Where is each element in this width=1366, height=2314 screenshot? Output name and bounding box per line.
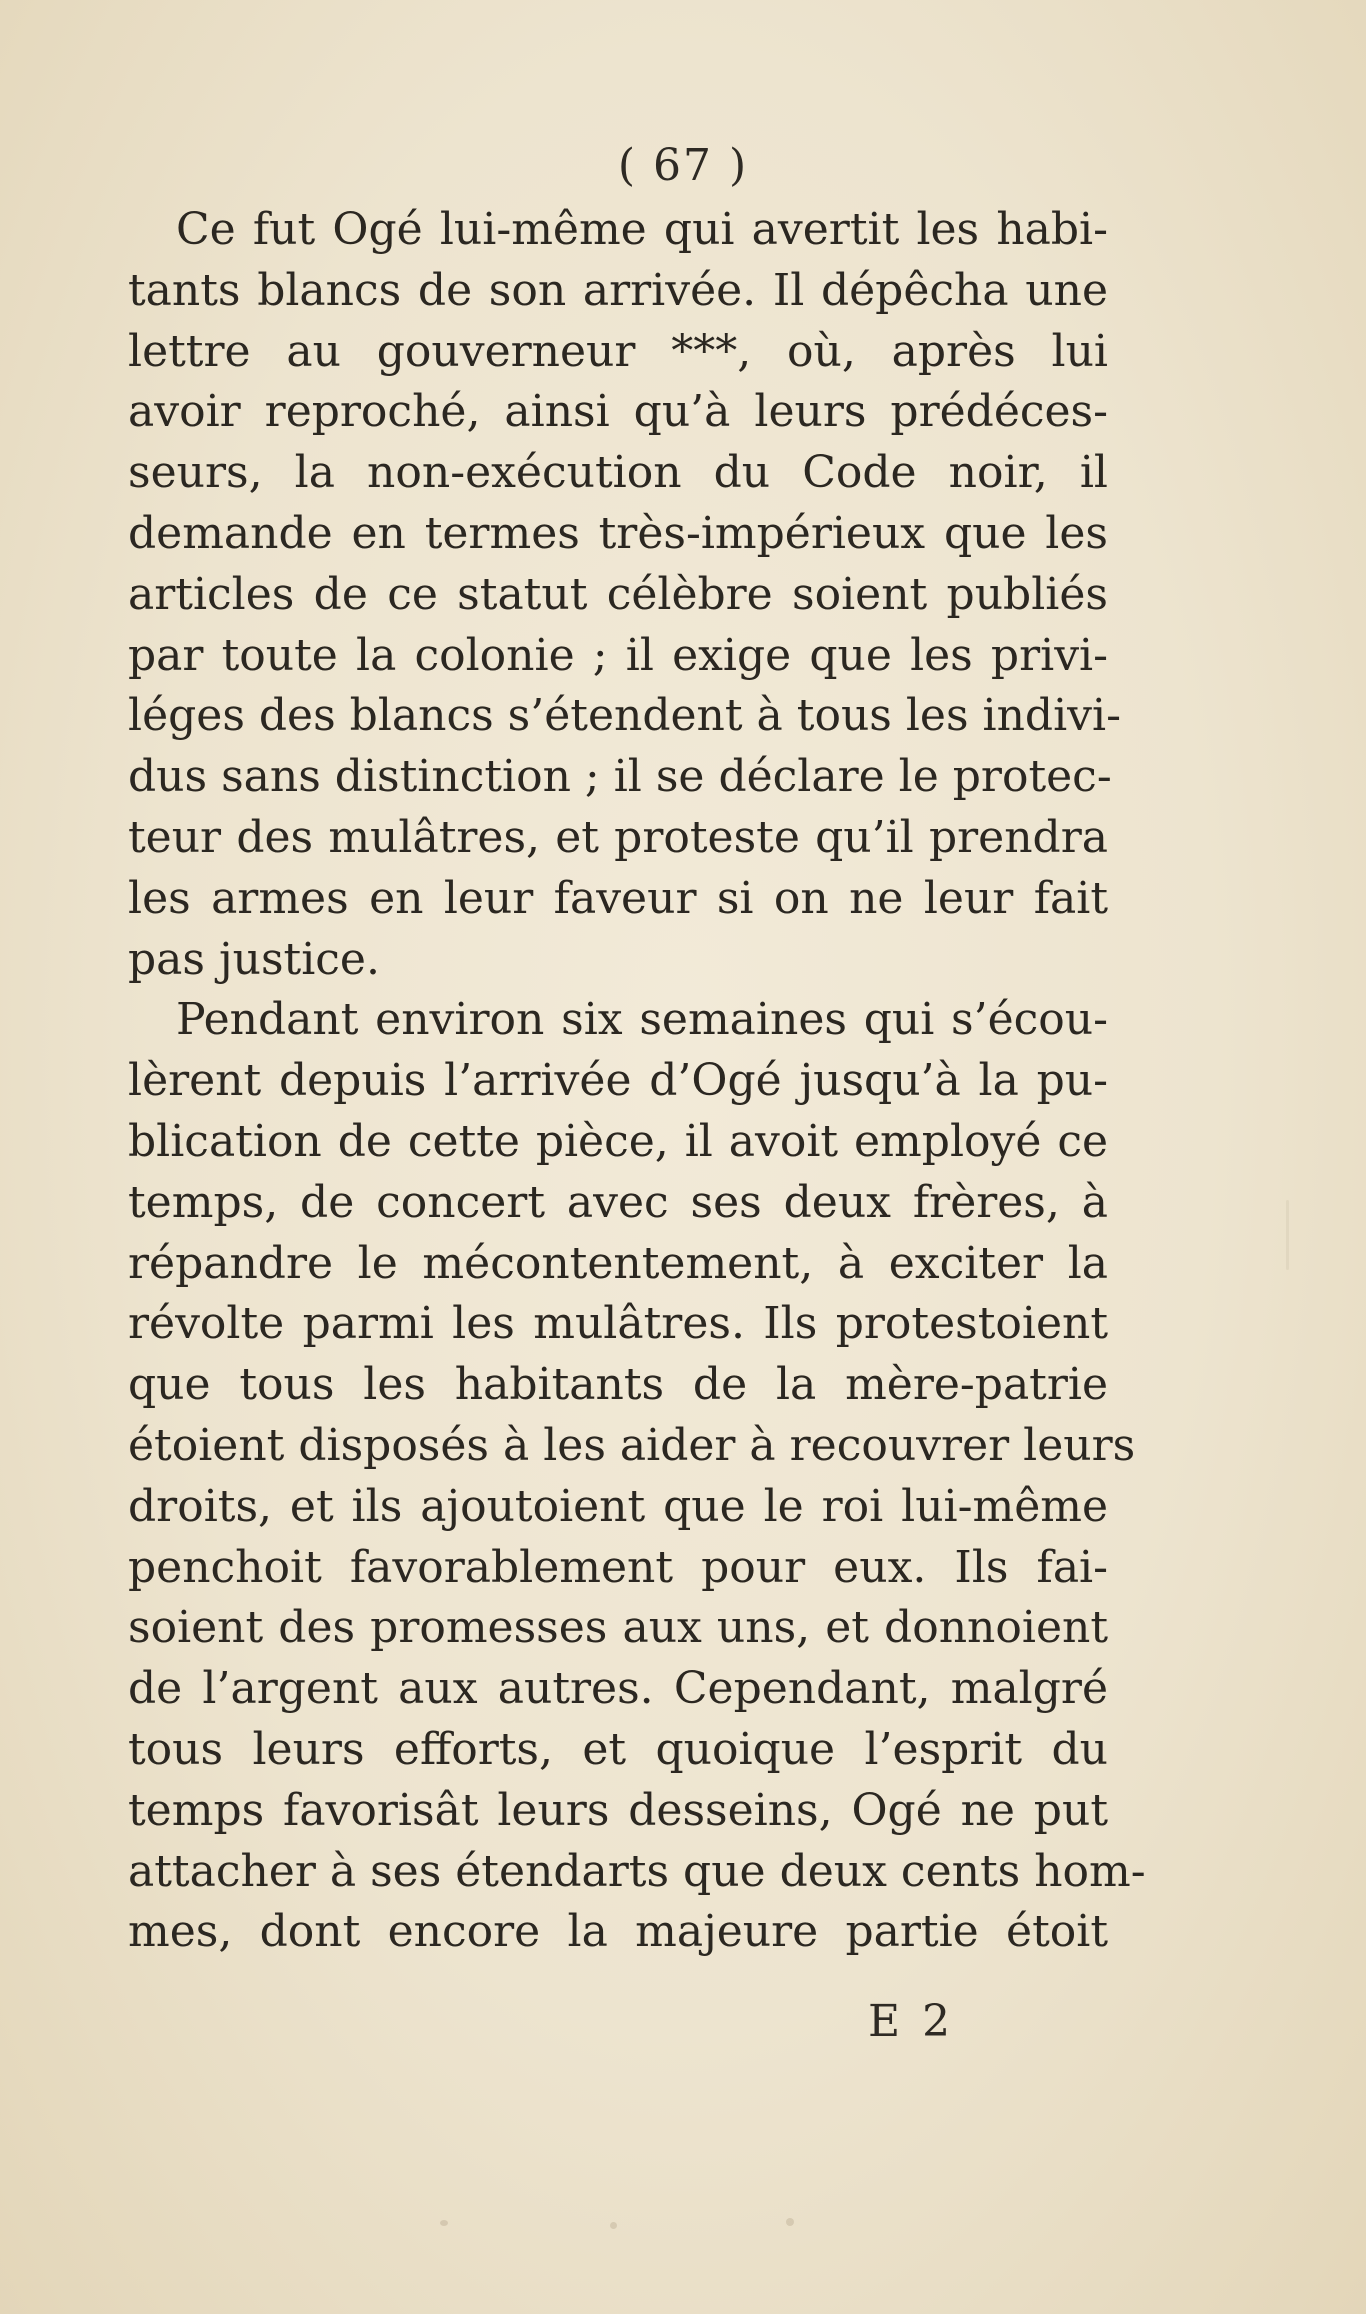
text-line: étoient disposés à les aider à recouvrer leurs [128,1419,1136,1471]
text-line: léges des blancs s’étendent à tous les indivi- [128,690,1121,742]
text-line: teur des mulâtres, et proteste qu’il prendra [128,811,1108,863]
text-line: lettre au gouverneur ***, où, après lui [128,325,1108,377]
text-line: pas justice. [128,933,380,985]
text-line: que tous les habitants de la mère-patrie [128,1359,1108,1411]
paper-speck [1286,1200,1289,1270]
text-line: penchoit favorablement pour eux. Ils fai- [128,1541,1108,1593]
text-line: temps, de concert avec ses deux frères, à [128,1176,1108,1228]
text-line: articles de ce statut célèbre soient publiés [128,568,1108,620]
text-line: tous leurs efforts, et quoique l’esprit du [128,1723,1108,1775]
text-line: soient des promesses aux uns, et donnoient [128,1602,1108,1654]
text-line: par toute la colonie ; il exige que les privi- [128,629,1108,681]
text-line: tants blancs de son arrivée. Il dépêcha une [128,264,1108,316]
body-text [128,200,1146,1963]
text-line: seurs, la non-exécution du Code noir, il [128,447,1108,499]
paper-speck [610,2222,617,2229]
text-line: demande en termes très-impérieux que les [128,507,1108,559]
text-line: temps favorisât leurs desseins, Ogé ne put [128,1784,1108,1836]
text-line: droits, et ils ajoutoient que le roi lui-même [128,1480,1108,1532]
text-line: répandre le mécontentement, à exciter la [128,1237,1108,1289]
text-line: les armes en leur faveur si on ne leur fait [128,872,1108,924]
page-number: ( 67 ) [617,140,749,191]
paper-speck [786,2218,794,2226]
text-line: Pendant environ six semaines qui s’écou- [176,994,1108,1046]
text-line: dus sans distinction ; il se déclare le protec- [128,751,1112,803]
text-line: révolte parmi les mulâtres. Ils protestoient [128,1298,1108,1350]
paper-speck [440,2220,448,2226]
text-line: mes, dont encore la majeure partie étoit [128,1906,1108,1958]
text-line: avoir reproché, ainsi qu’à leurs prédéces- [128,386,1108,438]
text-line: de l’argent aux autres. Cependant, malgré [128,1663,1108,1715]
text-line: blication de cette pièce, il avoit employé ce [128,1115,1108,1167]
text-line: attacher à ses étendarts que deux cents hom- [128,1845,1146,1897]
signature-mark: E 2 [868,1996,955,2047]
text-line: Ce fut Ogé lui-même qui avertit les habi- [176,204,1108,255]
text-line: lèrent depuis l’arrivée d’Ogé jusqu’à la pu- [128,1055,1108,1107]
